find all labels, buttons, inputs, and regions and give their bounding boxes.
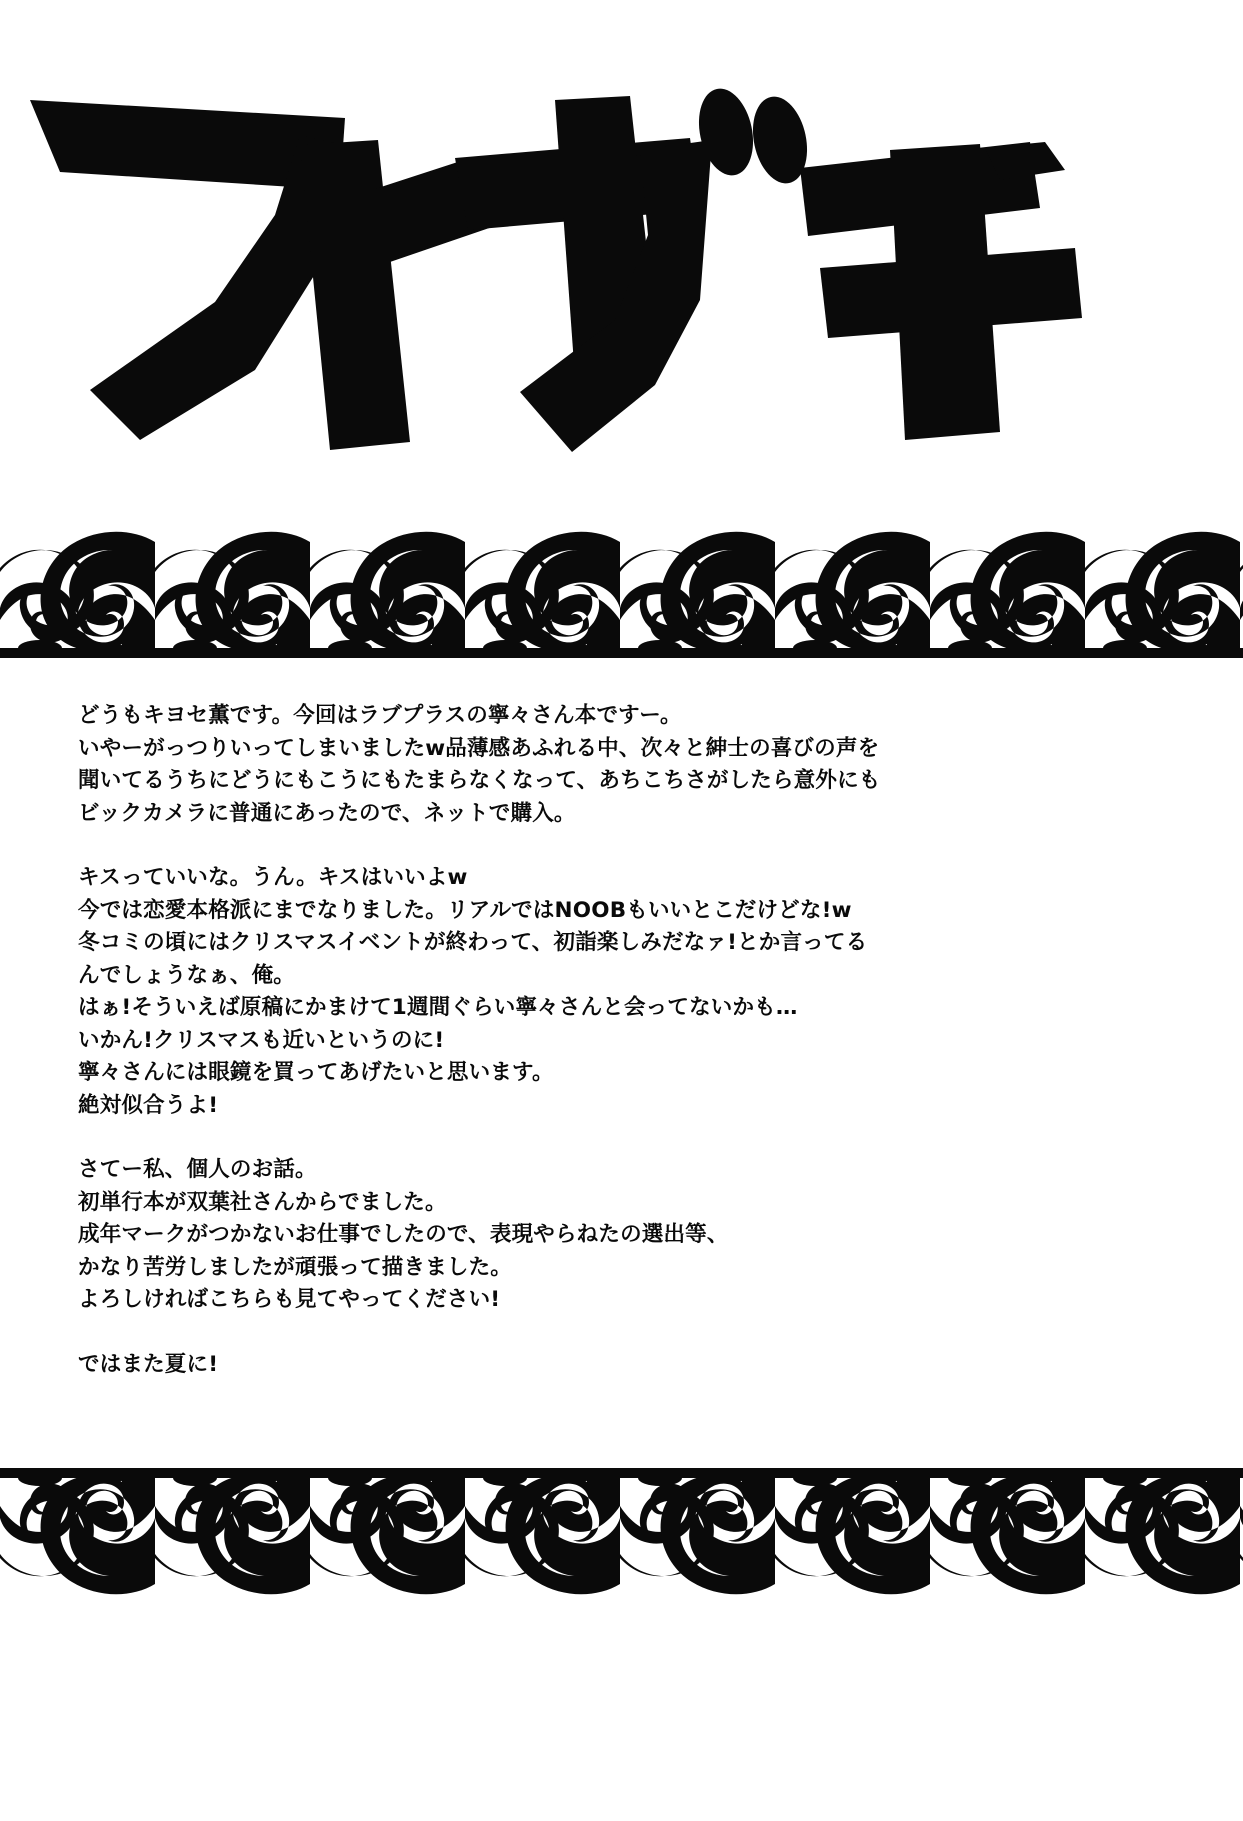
paragraph-3 xyxy=(78,1154,1168,1317)
text-line: ビックカメラに普通にあったので、ネットで購入。 xyxy=(78,800,576,826)
text-line: 寧々さんには眼鏡を買ってあげたいと思います。 xyxy=(78,1060,554,1085)
text-line: んでしょうなぁ、俺。 xyxy=(78,962,296,988)
text-line: いかん!クリスマスも近いというのに! xyxy=(78,1027,445,1053)
dragon-wave-border-top xyxy=(0,528,1243,658)
text-line: いやーがっつりいってしまいましたw品薄感あふれる中、次々と紳士の喜びの声を xyxy=(78,735,880,761)
text-line: ではまた夏に! xyxy=(78,1351,219,1377)
text-line: 聞いてるうちにどうにもこうにもたまらなくなって、あちこちさがしたら意外にも xyxy=(78,768,881,793)
text-line: さてー私、個人のお話。 xyxy=(78,1157,317,1182)
paragraph-1 xyxy=(78,700,1168,830)
text-line: 冬コミの頃にはクリスマスイベントが終わって、初詣楽しみだなァ!とか言ってる xyxy=(78,930,868,955)
afterword-body xyxy=(78,700,1168,1381)
text-line: はぁ!そういえば原稿にかまけて1週間ぐらい寧々さんと会ってないかも… xyxy=(78,995,798,1020)
text-line: 今では恋愛本格派にまでなりました。リアルではNOOBもいいとこだけどな!w xyxy=(78,897,852,923)
text-line: よろしければこちらも見てやってください! xyxy=(78,1287,501,1312)
text-line: キスっていいな。うん。キスはいいよw xyxy=(78,865,468,890)
text-line: 絶対似合うよ! xyxy=(78,1092,219,1118)
paragraph-4 xyxy=(78,1349,1168,1382)
page-title xyxy=(0,40,1243,460)
text-line: かなり苦労しましたが頑張って描きました。 xyxy=(78,1254,513,1280)
text-line: 初単行本が双葉社さんからでました。 xyxy=(78,1189,447,1215)
dragon-wave-border-bottom xyxy=(0,1468,1243,1598)
paragraph-2 xyxy=(78,862,1168,1122)
title-brush-lettering xyxy=(0,40,1243,460)
text-line: 成年マークがつかないお仕事でしたので、表現やらねたの選出等、 xyxy=(78,1222,729,1247)
text-line: どうもキヨセ薫です。今回はラブプラスの寧々さん本ですー。 xyxy=(78,703,682,728)
